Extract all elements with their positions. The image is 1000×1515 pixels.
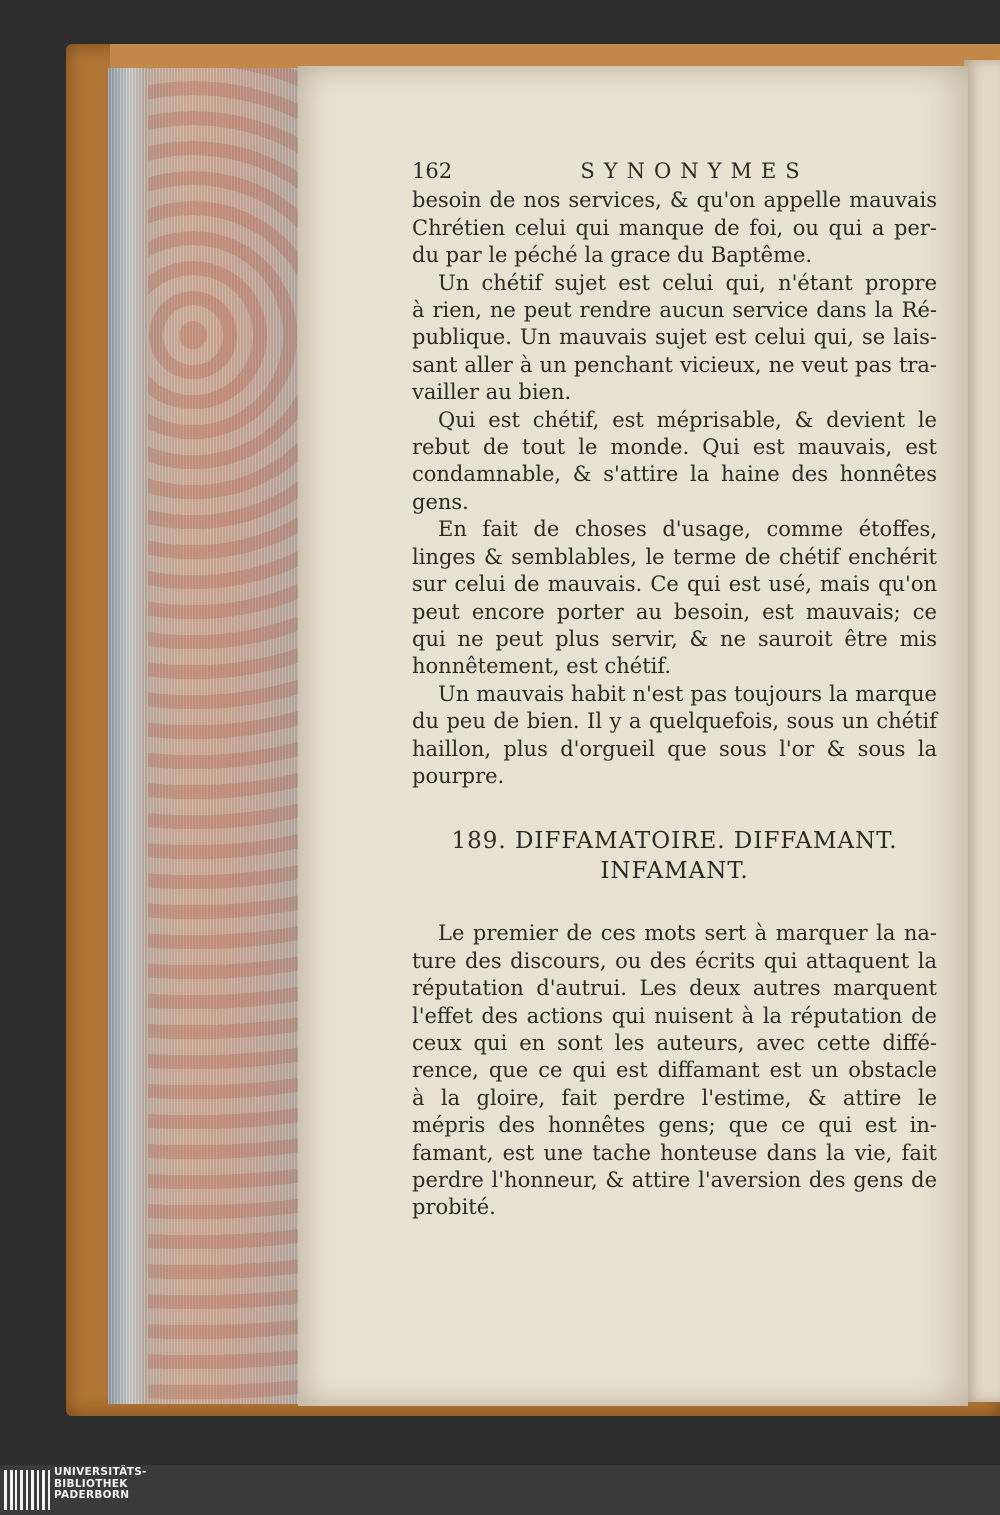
paragraph-5 bbox=[412, 681, 937, 791]
heading-line: INFAMANT. bbox=[600, 858, 749, 885]
text-line: sur celui de mauvais. Ce qui est usé, mais qu'on bbox=[412, 572, 937, 597]
text-line: à la gloire, fait perdre l'estime, & attire le bbox=[412, 1085, 937, 1110]
page-number: 162 bbox=[412, 159, 453, 183]
text-line: Le premier de ces mots sert à marquer la na- bbox=[438, 921, 937, 946]
text-line: Qui est chétif, est méprisable, & devient le bbox=[438, 407, 937, 432]
paragraph-3 bbox=[412, 407, 937, 517]
text-line: Un chétif sujet est celui qui, n'étant propre bbox=[438, 270, 937, 295]
page-text bbox=[412, 158, 937, 1222]
text-line: besoin de nos services, & qu'on appelle mauvais bbox=[412, 188, 937, 213]
text-line: publique. Un mauvais sujet est celui qui, se lais- bbox=[412, 325, 937, 350]
text-line: du par le péché la grace du Baptême. bbox=[412, 243, 813, 268]
text-line: famant, est une tache honteuse dans la vie, fait bbox=[412, 1140, 937, 1165]
text-line: qui ne peut plus servir, & ne sauroit être mis bbox=[412, 626, 937, 651]
text-line: ture des discours, ou des écrits qui attaquent la bbox=[412, 948, 937, 973]
text-line: rebut de tout le monde. Qui est mauvais, est bbox=[412, 435, 937, 460]
text-line: Chrétien celui qui manque de foi, ou qui a per- bbox=[412, 215, 937, 240]
text-line: En fait de choses d'usage, comme étoffes, bbox=[438, 517, 937, 542]
footer-bar bbox=[0, 1465, 1000, 1515]
library-logo-icon bbox=[4, 1470, 52, 1510]
paragraph-2 bbox=[412, 270, 937, 407]
heading-line: 189. DIFFAMATOIRE. DIFFAMANT. bbox=[451, 828, 898, 855]
text-line: réputation d'autrui. Les deux autres marquent bbox=[412, 976, 937, 1001]
text-line: mépris des honnêtes gens; que ce qui est in- bbox=[412, 1113, 937, 1138]
text-line: peut encore porter au besoin, est mauvais; ce bbox=[412, 599, 937, 624]
library-logo-text bbox=[54, 1467, 147, 1502]
text-line: gens. bbox=[412, 489, 469, 514]
text-line: condamnable, & s'attire la haine des honnêtes bbox=[412, 462, 937, 487]
page-edges bbox=[108, 68, 300, 1404]
paragraph-4 bbox=[412, 516, 937, 680]
text-line: Un mauvais habit n'est pas toujours la marque bbox=[438, 681, 937, 706]
text-line: l'effet des actions qui nuisent à la réputation de bbox=[412, 1003, 937, 1028]
text-line: à rien, ne peut rendre aucun service dans la Ré- bbox=[412, 298, 937, 323]
text-line: vailler au bien. bbox=[412, 380, 572, 405]
text-line: linges & semblables, le terme de chétif enchérit bbox=[412, 544, 937, 569]
facing-page-edge bbox=[964, 60, 1000, 1402]
text-line: probité. bbox=[412, 1195, 496, 1220]
text-line: haillon, plus d'orgueil que sous l'or & sous la bbox=[412, 736, 937, 761]
paragraph-1 bbox=[412, 187, 937, 269]
text-line: rence, que ce qui est diffamant est un obstacle bbox=[412, 1058, 937, 1083]
running-head bbox=[412, 158, 937, 185]
text-line: pourpre. bbox=[412, 763, 505, 788]
logo-line: UNIVERSITÄTS- bbox=[54, 1466, 147, 1478]
text-line: honnêtement, est chétif. bbox=[412, 654, 672, 679]
text-line: ceux qui en sont les auteurs, avec cette diffé- bbox=[412, 1030, 937, 1055]
logo-line: BIBLIOTHEK bbox=[54, 1477, 128, 1490]
text-line: sant aller à un penchant vicieux, ne veut pas tra- bbox=[412, 352, 937, 377]
text-line: du peu de bien. Il y a quelquefois, sous un chétif bbox=[412, 709, 937, 734]
paragraph-6 bbox=[412, 920, 937, 1221]
logo-line: PADERBORN bbox=[54, 1489, 130, 1501]
text-line: perdre l'honneur, & attire l'aversion des gens de bbox=[412, 1168, 937, 1192]
running-title: SYNONYMES bbox=[580, 159, 809, 183]
section-heading bbox=[412, 826, 937, 886]
